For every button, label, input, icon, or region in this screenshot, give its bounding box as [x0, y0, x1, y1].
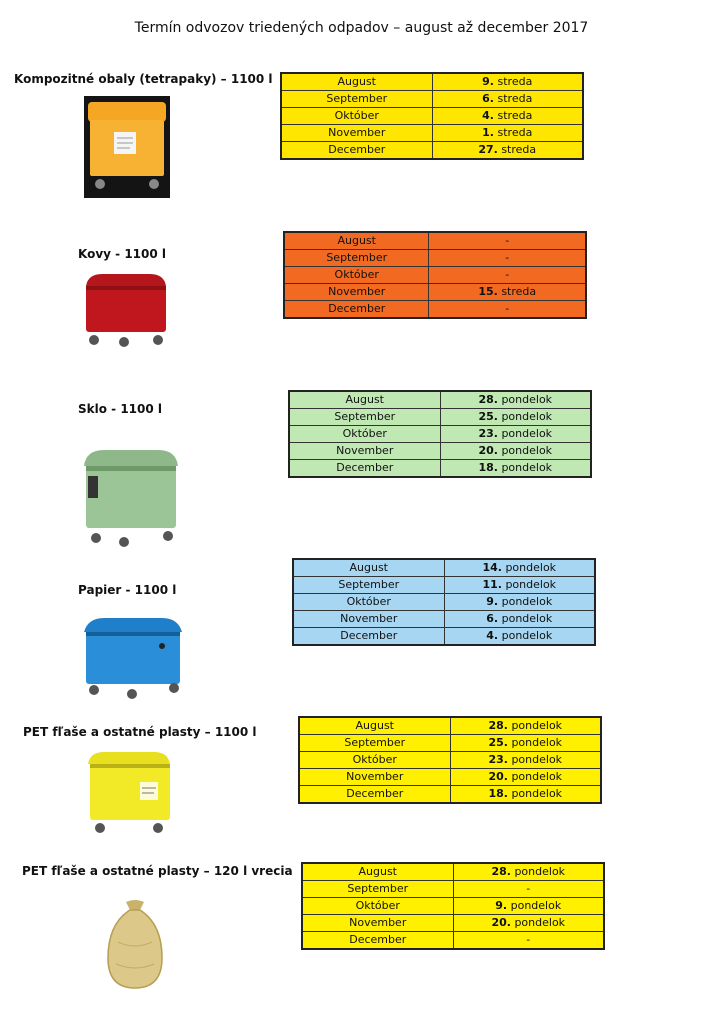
section-label-sklo: Sklo - 1100 l: [78, 402, 163, 416]
table-row: November 20. pondelok: [299, 769, 601, 786]
table-row: November 1. streda: [281, 125, 583, 142]
section-label-tetrapaky: Kompozitné obaly (tetrapaky) – 1100 l: [14, 72, 273, 86]
table-row: December 27. streda: [281, 142, 583, 160]
table-row: September 25. pondelok: [289, 409, 591, 426]
table-row: December 18. pondelok: [289, 460, 591, 478]
table-row: Október 23. pondelok: [299, 752, 601, 769]
schedule-table-kovy: [283, 231, 587, 319]
table-row: December -: [284, 301, 586, 319]
table-row: August 14. pondelok: [293, 559, 595, 577]
table-row: August 28. pondelok: [289, 391, 591, 409]
schedule-table-sklo: [288, 390, 592, 478]
red-container-icon: [82, 272, 170, 348]
table-row: November 15. streda: [284, 284, 586, 301]
schedule-table-tetrapaky: [280, 72, 584, 160]
table-row: Október 9. pondelok: [302, 898, 604, 915]
table-row: November 20. pondelok: [302, 915, 604, 932]
schedule-table-papier: [292, 558, 596, 646]
section-label-kovy: Kovy - 1100 l: [78, 247, 167, 261]
table-row: Október -: [284, 267, 586, 284]
table-row: Október 23. pondelok: [289, 426, 591, 443]
table-row: September 11. pondelok: [293, 577, 595, 594]
page-title: Termín odvozov triedených odpadov – august až december 2017: [134, 20, 589, 36]
table-row: Október 9. pondelok: [293, 594, 595, 611]
table-row: Október 4. streda: [281, 108, 583, 125]
section-label-pet-120: PET fľaše a ostatné plasty – 120 l vrecia: [22, 864, 293, 878]
table-row: September -: [284, 250, 586, 267]
section-label-papier: Papier - 1100 l: [78, 583, 177, 597]
orange-container-icon: [84, 96, 170, 198]
table-row: December -: [302, 932, 604, 950]
table-row: August -: [284, 232, 586, 250]
blue-container-icon: [80, 614, 186, 700]
table-row: August 28. pondelok: [299, 717, 601, 735]
table-row: November 20. pondelok: [289, 443, 591, 460]
table-row: November 6. pondelok: [293, 611, 595, 628]
schedule-table-pet-120: [301, 862, 605, 950]
table-row: December 18. pondelok: [299, 786, 601, 804]
schedule-table-pet-1100: [298, 716, 602, 804]
table-row: December 4. pondelok: [293, 628, 595, 646]
table-row: August 9. streda: [281, 73, 583, 91]
table-row: September 6. streda: [281, 91, 583, 108]
green-container-icon: [80, 446, 180, 548]
sack-icon: [104, 898, 166, 992]
table-row: August 28. pondelok: [302, 863, 604, 881]
yellow-container-icon: [84, 748, 174, 836]
table-row: September 25. pondelok: [299, 735, 601, 752]
section-label-pet-1100: PET fľaše a ostatné plasty – 1100 l: [23, 725, 257, 739]
table-row: September -: [302, 881, 604, 898]
